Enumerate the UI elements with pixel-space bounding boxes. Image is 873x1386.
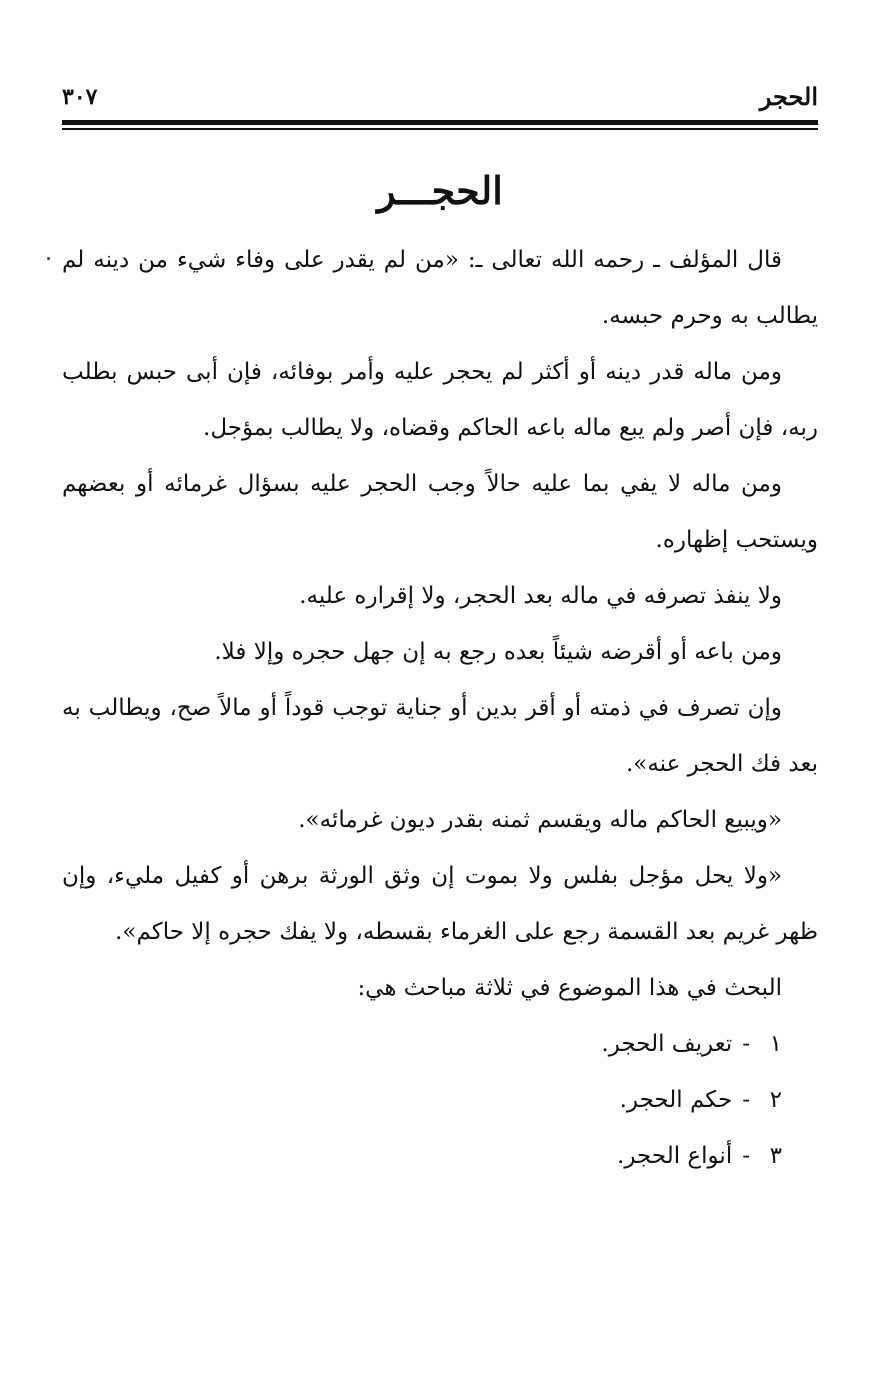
list-label: تعريف الحجر. (601, 1031, 733, 1057)
body-text (62, 232, 818, 1184)
header-rule-thin (62, 128, 818, 130)
margin-dot (47, 257, 50, 260)
paragraph: ومن ماله قدر دينه أو أكثر لم يحجر عليه وأمر بوفائه، فإن أبى حبس بطلب ربه، فإن أصر ولم يبع ماله باعه الحاكم وقضاه، ولا يطالب بمؤجل. (62, 359, 818, 441)
list-separator: - (742, 1031, 750, 1057)
list-number: ٣ (769, 1143, 782, 1169)
list-label: حكم الحجر. (619, 1087, 733, 1113)
topics-list (62, 1016, 818, 1184)
list-separator: - (742, 1087, 750, 1113)
page-number: ٣٠٧ (62, 84, 98, 110)
paragraph: ومن ماله لا يفي بما عليه حالاً وجب الحجر عليه بسؤال غرمائه أو بعضهم ويستحب إظهاره. (62, 471, 818, 553)
paragraph: «ويبيع الحاكم ماله ويقسم ثمنه بقدر ديون غرمائه». (298, 807, 782, 833)
running-title: الحجر (759, 82, 818, 111)
list-item (62, 1128, 782, 1184)
paragraph: قال المؤلف ـ رحمه الله تعالى ـ: «من لم يقدر على وفاء شيء من دينه لم يطالب به وحرم حبسه. (62, 247, 818, 329)
list-item (62, 1072, 782, 1128)
list-number: ٢ (769, 1087, 782, 1113)
topics-intro: البحث في هذا الموضوع في ثلاثة مباحث هي: (357, 975, 782, 1001)
list-item (62, 1016, 782, 1072)
chapter-title: الحجـــر (377, 168, 503, 213)
list-separator: - (742, 1143, 750, 1169)
header-rule-thick (62, 120, 818, 125)
paragraph: ومن باعه أو أقرضه شيئاً بعده رجع به إن جهل حجره وإلا فلا. (214, 639, 782, 665)
running-header (62, 82, 818, 118)
list-number: ١ (769, 1031, 782, 1057)
paragraph: وإن تصرف في ذمته أو أقر بدين أو جناية توجب قوداً أو مالاً صح، ويطالب به بعد فك الحجر عنه». (62, 695, 818, 777)
paragraph: ولا ينفذ تصرفه في ماله بعد الحجر، ولا إقراره عليه. (299, 583, 782, 609)
paragraph: «ولا يحل مؤجل بفلس ولا بموت إن وثق الورثة برهن أو كفيل مليء، وإن ظهر غريم بعد القسمة رجع على الغرماء بقسطه، ولا يفك حجره إلا حاكم». (62, 863, 818, 945)
list-label: أنواع الحجر. (617, 1143, 733, 1169)
